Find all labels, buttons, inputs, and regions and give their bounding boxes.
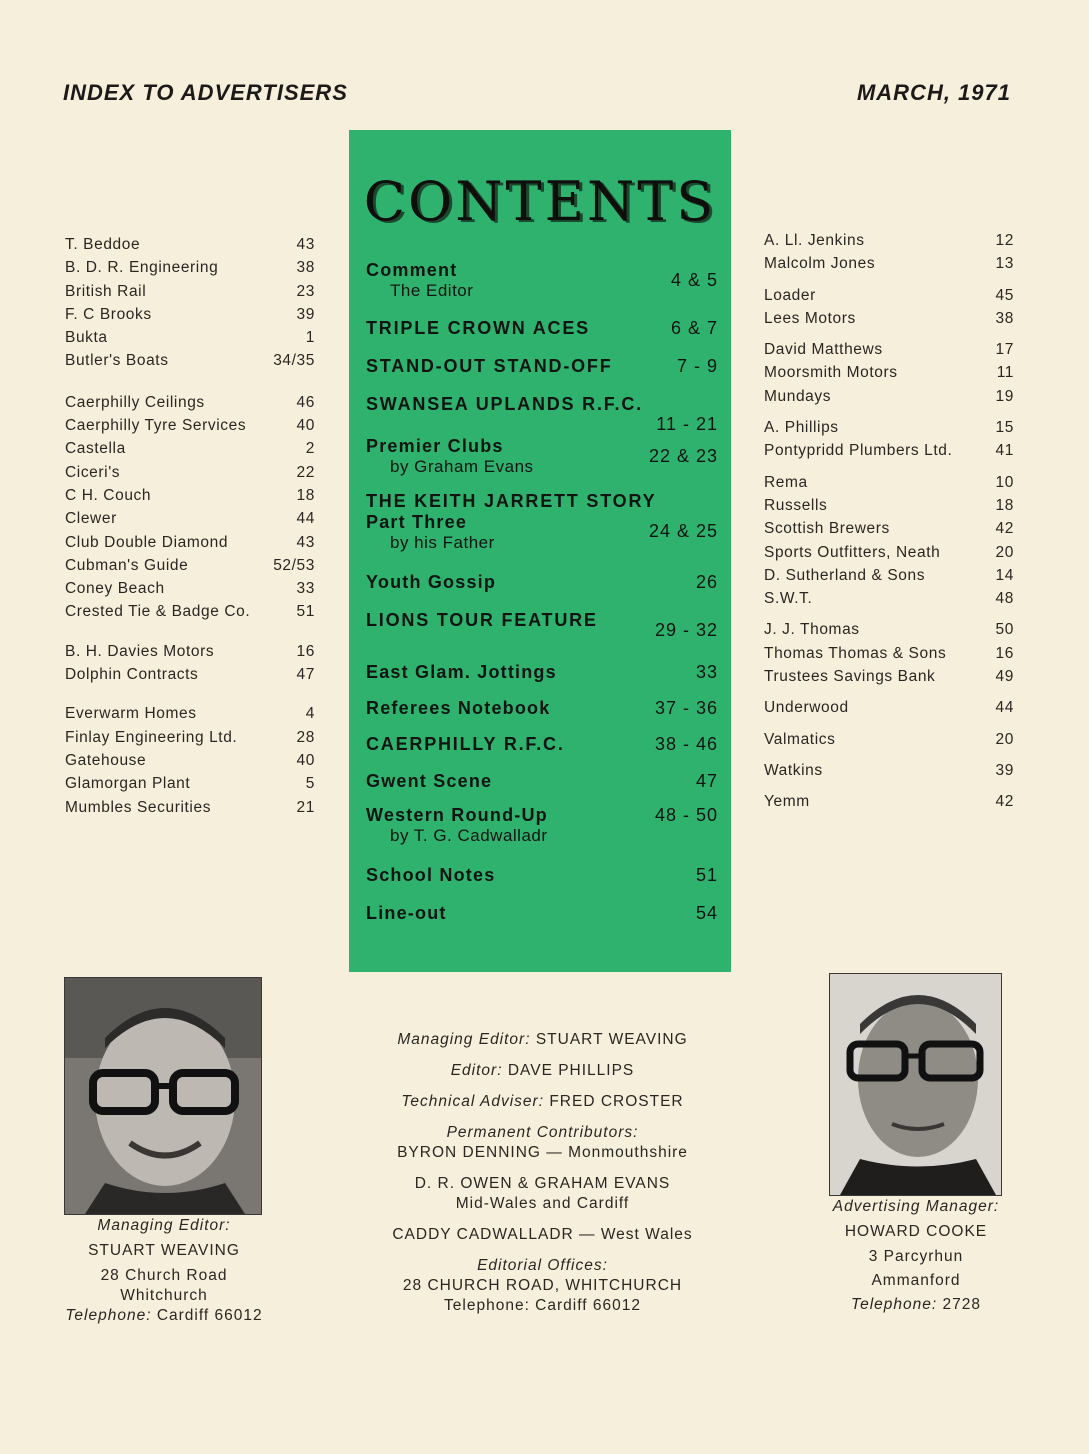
advertiser-row bbox=[764, 471, 1014, 494]
advertiser-row bbox=[764, 252, 1014, 275]
advertiser-page: 19 bbox=[995, 387, 1014, 405]
advertiser-page: 38 bbox=[296, 259, 315, 277]
advertiser-name: Coney Beach bbox=[65, 580, 165, 598]
advertising-manager-photo bbox=[829, 973, 1002, 1196]
advertiser-name: T. Beddoe bbox=[65, 236, 141, 253]
caption-telephone: Telephone: Cardiff 66012 bbox=[65, 1307, 263, 1324]
advertiser-row bbox=[65, 600, 315, 623]
advertiser-group bbox=[764, 728, 1014, 751]
advertiser-row bbox=[65, 749, 315, 772]
advertiser-page: 48 bbox=[995, 590, 1014, 608]
advertiser-name: Clewer bbox=[65, 510, 117, 528]
advertiser-page: 22 bbox=[296, 463, 315, 481]
caption-name: STUART WEAVING bbox=[88, 1242, 240, 1259]
advertiser-row bbox=[764, 618, 1014, 641]
advertiser-page: 20 bbox=[995, 730, 1014, 748]
advertisers-right-column bbox=[764, 229, 1014, 814]
contents-entry bbox=[366, 436, 718, 477]
entry-title: THE KEITH JARRETT STORY bbox=[366, 491, 657, 511]
advertiser-page: 1 bbox=[305, 329, 315, 347]
contents-entry bbox=[366, 698, 718, 719]
staff-credits bbox=[370, 1030, 715, 1316]
advertiser-name: F. C Brooks bbox=[65, 305, 152, 323]
advertiser-page: 5 bbox=[305, 775, 315, 793]
advertiser-name: Caerphilly Tyre Services bbox=[65, 417, 247, 435]
advertiser-name: J. J. Thomas bbox=[764, 621, 860, 639]
entry-title: Referees Notebook bbox=[366, 698, 551, 718]
contents-title: CONTENTS bbox=[363, 170, 717, 233]
entry-pages: 22 & 23 bbox=[648, 446, 718, 466]
advertiser-group bbox=[65, 702, 315, 818]
technical-adviser-credit: Technical Adviser: FRED CROSTER bbox=[401, 1093, 684, 1110]
advertiser-name: B. D. R. Engineering bbox=[65, 259, 219, 277]
advertiser-group bbox=[764, 790, 1014, 813]
advertiser-row bbox=[65, 663, 315, 686]
advertiser-row bbox=[764, 642, 1014, 665]
advertiser-page: 33 bbox=[296, 580, 315, 598]
entry-byline: by Graham Evans bbox=[390, 457, 534, 476]
advertiser-name: Ciceri's bbox=[65, 463, 121, 481]
offices-address: 28 CHURCH ROAD, WHITCHURCH bbox=[402, 1277, 683, 1294]
contents-entry bbox=[366, 356, 718, 377]
advertiser-page: 18 bbox=[995, 496, 1014, 514]
advertiser-page: 45 bbox=[995, 286, 1014, 304]
entry-pages: 4 & 5 bbox=[670, 270, 718, 290]
advertiser-page: 12 bbox=[995, 232, 1014, 249]
advertiser-name: Trustees Savings Bank bbox=[764, 668, 936, 686]
advertiser-page: 39 bbox=[296, 305, 315, 323]
advertiser-page: 42 bbox=[995, 520, 1014, 538]
caption-address-line-2: Ammanford bbox=[871, 1272, 961, 1289]
advertiser-row bbox=[65, 531, 315, 554]
contributor-3: CADDY CADWALLADR — West Wales bbox=[392, 1226, 693, 1243]
advertiser-row bbox=[764, 696, 1014, 719]
advertiser-row bbox=[764, 517, 1014, 540]
caption-role: Managing Editor: bbox=[97, 1217, 231, 1234]
advertiser-name: Dolphin Contracts bbox=[65, 666, 199, 684]
entry-pages: 33 bbox=[695, 662, 718, 682]
advertiser-name: Crested Tie & Badge Co. bbox=[65, 603, 251, 621]
advertisers-left-column bbox=[65, 233, 315, 819]
entry-title: School Notes bbox=[366, 865, 496, 885]
advertiser-name: Sports Outfitters, Neath bbox=[764, 543, 941, 561]
advertiser-page: 38 bbox=[995, 309, 1014, 327]
advertiser-row bbox=[764, 494, 1014, 517]
advertiser-row bbox=[764, 338, 1014, 361]
advertiser-name: Pontypridd Plumbers Ltd. bbox=[764, 442, 953, 460]
editor-credit: Editor: DAVE PHILLIPS bbox=[450, 1062, 635, 1079]
advertiser-page: 13 bbox=[995, 255, 1014, 273]
advertiser-page: 44 bbox=[995, 699, 1014, 717]
advertiser-name: Malcolm Jones bbox=[764, 255, 876, 273]
entry-byline: by T. G. Cadwalladr bbox=[390, 826, 548, 845]
contents-entry bbox=[366, 260, 718, 301]
managing-editor-credit: Managing Editor: STUART WEAVING bbox=[397, 1031, 688, 1048]
advertiser-page: 18 bbox=[296, 486, 315, 504]
advertiser-row bbox=[764, 759, 1014, 782]
advertiser-page: 40 bbox=[296, 751, 315, 769]
advertiser-page: 42 bbox=[995, 793, 1014, 811]
advertiser-group bbox=[764, 416, 1014, 463]
advertiser-page: 11 bbox=[996, 364, 1014, 382]
advertiser-row bbox=[65, 280, 315, 303]
advertiser-page: 50 bbox=[995, 621, 1014, 639]
contents-entry bbox=[366, 318, 718, 339]
advertiser-row bbox=[764, 361, 1014, 384]
entry-title: Youth Gossip bbox=[366, 572, 497, 592]
advertiser-row bbox=[764, 665, 1014, 688]
advertiser-row bbox=[764, 728, 1014, 751]
advertiser-row bbox=[764, 587, 1014, 610]
advertiser-row bbox=[65, 391, 315, 414]
advertiser-page: 49 bbox=[995, 668, 1014, 686]
advertiser-name: Moorsmith Motors bbox=[764, 364, 898, 382]
entry-pages: 29 - 32 bbox=[654, 620, 718, 640]
advertiser-row bbox=[65, 577, 315, 600]
advertiser-name: Scottish Brewers bbox=[764, 520, 890, 538]
entry-pages: 37 - 36 bbox=[654, 698, 718, 718]
advertiser-group bbox=[764, 284, 1014, 331]
advertiser-page: 16 bbox=[296, 642, 315, 660]
advertiser-row bbox=[65, 414, 315, 437]
advertiser-row bbox=[764, 307, 1014, 330]
entry-pages: 26 bbox=[695, 572, 718, 592]
entry-title: Western Round-Up bbox=[366, 805, 548, 825]
entry-pages: 51 bbox=[695, 865, 718, 885]
advertiser-page: 21 bbox=[296, 798, 315, 816]
advertiser-page: 14 bbox=[995, 566, 1014, 584]
entry-byline: by his Father bbox=[390, 533, 495, 552]
advertiser-name: David Matthews bbox=[764, 341, 883, 359]
entry-pages: 24 & 25 bbox=[648, 521, 718, 541]
advertiser-name: Watkins bbox=[764, 761, 823, 779]
advertiser-page: 17 bbox=[995, 341, 1014, 359]
advertiser-row bbox=[65, 484, 315, 507]
entry-title: Comment bbox=[366, 260, 458, 280]
advertiser-name: Valmatics bbox=[764, 730, 836, 748]
contents-entry bbox=[366, 771, 718, 792]
entry-pages: 54 bbox=[695, 903, 718, 923]
advertiser-group bbox=[764, 229, 1014, 276]
advertiser-group bbox=[65, 233, 315, 373]
advertiser-name: Mundays bbox=[764, 387, 832, 405]
advertiser-row bbox=[65, 772, 315, 795]
offices-label: Editorial Offices: bbox=[477, 1257, 608, 1274]
advertiser-name: Gatehouse bbox=[65, 751, 147, 769]
advertiser-name: Mumbles Securities bbox=[65, 798, 212, 816]
advertiser-name: Russells bbox=[764, 496, 828, 514]
contents-entry bbox=[366, 662, 718, 683]
advertiser-name: Castella bbox=[65, 440, 126, 458]
managing-editor-photo bbox=[64, 977, 262, 1215]
caption-name: HOWARD COOKE bbox=[844, 1223, 988, 1240]
advertiser-row bbox=[65, 349, 315, 372]
entry-title: East Glam. Jottings bbox=[366, 662, 557, 682]
advertiser-name: Club Double Diamond bbox=[65, 533, 229, 551]
advertiser-page: 46 bbox=[296, 393, 315, 411]
advertiser-row bbox=[65, 437, 315, 460]
advertiser-group bbox=[764, 471, 1014, 611]
advertiser-group bbox=[65, 640, 315, 687]
caption-address-line-1: 28 Church Road bbox=[100, 1267, 228, 1284]
advertiser-row bbox=[65, 726, 315, 749]
entry-title: TRIPLE CROWN ACES bbox=[366, 318, 590, 338]
advertiser-row bbox=[65, 507, 315, 530]
contents-entry bbox=[366, 805, 718, 846]
advertiser-name: Butler's Boats bbox=[65, 352, 169, 370]
advertiser-name: D. Sutherland & Sons bbox=[764, 566, 926, 584]
advertiser-page: 20 bbox=[995, 543, 1014, 561]
advertiser-row bbox=[65, 303, 315, 326]
advertiser-page: 15 bbox=[995, 419, 1014, 437]
advertiser-row bbox=[764, 790, 1014, 813]
advertising-manager-caption bbox=[800, 1197, 1032, 1315]
advertiser-page: 2 bbox=[305, 440, 315, 458]
contents-entry bbox=[366, 865, 718, 886]
contents-entry bbox=[366, 491, 718, 553]
advertiser-name: S.W.T. bbox=[764, 590, 813, 608]
advertiser-name: Cubman's Guide bbox=[65, 556, 189, 574]
advertiser-page: 51 bbox=[296, 603, 315, 621]
advertiser-page: 10 bbox=[995, 473, 1014, 491]
entry-pages: 47 bbox=[695, 771, 718, 791]
advertiser-name: Thomas Thomas & Sons bbox=[764, 644, 947, 662]
advertiser-name: A. Phillips bbox=[764, 419, 839, 437]
advertiser-row bbox=[65, 461, 315, 484]
advertiser-name: Loader bbox=[764, 286, 816, 304]
advertiser-name: A. Ll. Jenkins bbox=[764, 232, 865, 249]
entry-pages: 11 - 21 bbox=[656, 414, 718, 434]
advertiser-name: Caerphilly Ceilings bbox=[65, 393, 205, 411]
entry-pages: 6 & 7 bbox=[670, 318, 718, 338]
advertiser-row bbox=[65, 256, 315, 279]
advertiser-name: Lees Motors bbox=[764, 309, 856, 327]
advertiser-row bbox=[65, 554, 315, 577]
advertiser-row bbox=[65, 326, 315, 349]
advertiser-name: Everwarm Homes bbox=[65, 705, 197, 723]
advertiser-group bbox=[764, 338, 1014, 408]
advertiser-row bbox=[65, 640, 315, 663]
advertiser-name: Glamorgan Plant bbox=[65, 775, 191, 793]
advertiser-row bbox=[764, 416, 1014, 439]
advertiser-page: 47 bbox=[296, 666, 315, 684]
advertiser-row bbox=[65, 233, 315, 256]
entry-title: LIONS TOUR FEATURE bbox=[366, 610, 598, 630]
advertiser-page: 28 bbox=[296, 728, 315, 746]
advertiser-group bbox=[764, 618, 1014, 688]
advertiser-row bbox=[65, 796, 315, 819]
caption-role: Advertising Manager: bbox=[832, 1198, 1000, 1215]
contents-panel bbox=[349, 130, 731, 972]
caption-address-line-2: Whitchurch bbox=[120, 1287, 208, 1304]
advertiser-page: 39 bbox=[995, 761, 1014, 779]
contributor-2-region: Mid-Wales and Cardiff bbox=[455, 1195, 630, 1212]
entry-title: Gwent Scene bbox=[366, 771, 493, 791]
entry-title: Premier Clubs bbox=[366, 436, 504, 456]
caption-telephone: Telephone: 2728 bbox=[851, 1296, 981, 1313]
contents-entry bbox=[366, 734, 718, 755]
advertiser-row bbox=[764, 541, 1014, 564]
advertiser-page: 44 bbox=[296, 510, 315, 528]
advertiser-row bbox=[764, 564, 1014, 587]
advertiser-page: 34/35 bbox=[273, 352, 315, 370]
entry-pages: 48 - 50 bbox=[654, 805, 718, 825]
advertiser-name: B. H. Davies Motors bbox=[65, 642, 215, 660]
offices-telephone: Telephone: Cardiff 66012 bbox=[444, 1297, 641, 1314]
contributor-2: D. R. OWEN & GRAHAM EVANS bbox=[414, 1175, 671, 1192]
advertiser-page: 40 bbox=[296, 417, 315, 435]
advertiser-page: 4 bbox=[305, 705, 315, 723]
advertiser-group bbox=[764, 696, 1014, 719]
contents-entry bbox=[366, 572, 718, 593]
advertiser-name: Rema bbox=[764, 473, 808, 491]
advertiser-row bbox=[764, 439, 1014, 462]
advertiser-row bbox=[764, 284, 1014, 307]
entry-pages: 38 - 46 bbox=[654, 734, 718, 754]
advertiser-page: 16 bbox=[995, 644, 1014, 662]
contents-entry bbox=[366, 610, 718, 640]
advertiser-group bbox=[65, 391, 315, 624]
advertiser-row bbox=[764, 229, 1014, 252]
advertiser-row bbox=[65, 702, 315, 725]
index-heading: INDEX TO ADVERTISERS bbox=[63, 80, 348, 105]
advertiser-name: Finlay Engineering Ltd. bbox=[65, 728, 238, 746]
advertiser-name: British Rail bbox=[65, 282, 147, 300]
contributor-1: BYRON DENNING — Monmouthshire bbox=[397, 1144, 688, 1161]
contributors-label: Permanent Contributors: bbox=[446, 1124, 639, 1141]
caption-address-line-1: 3 Parcyrhun bbox=[868, 1248, 964, 1265]
entry-title: STAND-OUT STAND-OFF bbox=[366, 356, 613, 376]
advertiser-name: C H. Couch bbox=[65, 486, 152, 504]
managing-editor-caption bbox=[44, 1216, 284, 1326]
advertiser-page: 52/53 bbox=[273, 556, 315, 574]
entry-pages: 7 - 9 bbox=[676, 356, 718, 376]
advertiser-name: Yemm bbox=[764, 793, 810, 811]
entry-byline: The Editor bbox=[390, 281, 474, 300]
advertiser-name: Bukta bbox=[65, 329, 108, 347]
advertiser-name: Underwood bbox=[764, 699, 849, 717]
advertiser-page: 43 bbox=[296, 236, 315, 253]
entry-title: CAERPHILLY R.F.C. bbox=[366, 734, 565, 754]
advertiser-page: 43 bbox=[296, 533, 315, 551]
advertiser-group bbox=[764, 759, 1014, 782]
contents-entry bbox=[366, 394, 718, 434]
entry-title: SWANSEA UPLANDS R.F.C. bbox=[366, 394, 643, 414]
advertiser-page: 23 bbox=[296, 282, 315, 300]
advertiser-page: 41 bbox=[995, 442, 1014, 460]
entry-title: Line-out bbox=[366, 903, 447, 923]
advertiser-row bbox=[764, 385, 1014, 408]
issue-date: MARCH, 1971 bbox=[856, 80, 1011, 105]
contents-entry bbox=[366, 903, 718, 924]
entry-subtitle: Part Three bbox=[366, 512, 468, 532]
